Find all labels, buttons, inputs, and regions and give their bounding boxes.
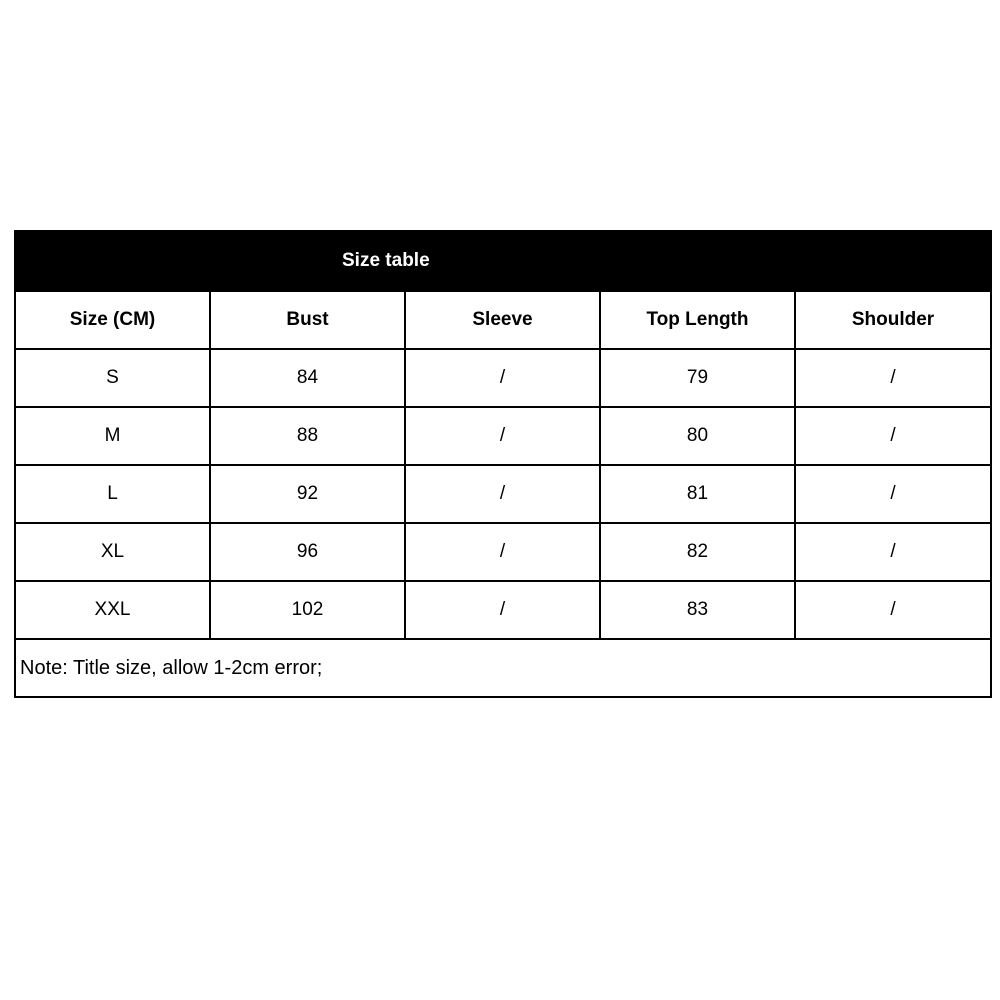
bust-cell: 88: [210, 407, 405, 465]
table-row: [15, 581, 991, 639]
table-note: Note: Title size, allow 1-2cm error;: [15, 639, 991, 697]
sleeve-cell: /: [405, 465, 600, 523]
sleeve-cell: /: [405, 581, 600, 639]
top-length-cell: 83: [600, 581, 795, 639]
table-row: [15, 407, 991, 465]
bust-cell: 96: [210, 523, 405, 581]
shoulder-cell: /: [795, 349, 991, 407]
bust-cell: 102: [210, 581, 405, 639]
column-header-shoulder: Shoulder: [795, 291, 991, 349]
bust-cell: 84: [210, 349, 405, 407]
shoulder-cell: /: [795, 523, 991, 581]
sleeve-cell: /: [405, 407, 600, 465]
column-header-bust: Bust: [210, 291, 405, 349]
shoulder-cell: /: [795, 407, 991, 465]
size-cell: XL: [15, 523, 210, 581]
column-header-sleeve: Sleeve: [405, 291, 600, 349]
sleeve-cell: /: [405, 349, 600, 407]
bust-cell: 92: [210, 465, 405, 523]
table-title: Size table: [15, 231, 991, 291]
size-cell: S: [15, 349, 210, 407]
top-length-cell: 79: [600, 349, 795, 407]
shoulder-cell: /: [795, 581, 991, 639]
shoulder-cell: /: [795, 465, 991, 523]
table-row: [15, 465, 991, 523]
size-cell: M: [15, 407, 210, 465]
size-table: [14, 230, 992, 698]
table-title-row: [15, 231, 991, 291]
size-cell: XXL: [15, 581, 210, 639]
column-header-size: Size (CM): [15, 291, 210, 349]
table-row: [15, 523, 991, 581]
sleeve-cell: /: [405, 523, 600, 581]
size-cell: L: [15, 465, 210, 523]
table-note-row: [15, 639, 991, 697]
column-header-top-length: Top Length: [600, 291, 795, 349]
top-length-cell: 80: [600, 407, 795, 465]
top-length-cell: 81: [600, 465, 795, 523]
top-length-cell: 82: [600, 523, 795, 581]
table-row: [15, 349, 991, 407]
table-header-row: [15, 291, 991, 349]
